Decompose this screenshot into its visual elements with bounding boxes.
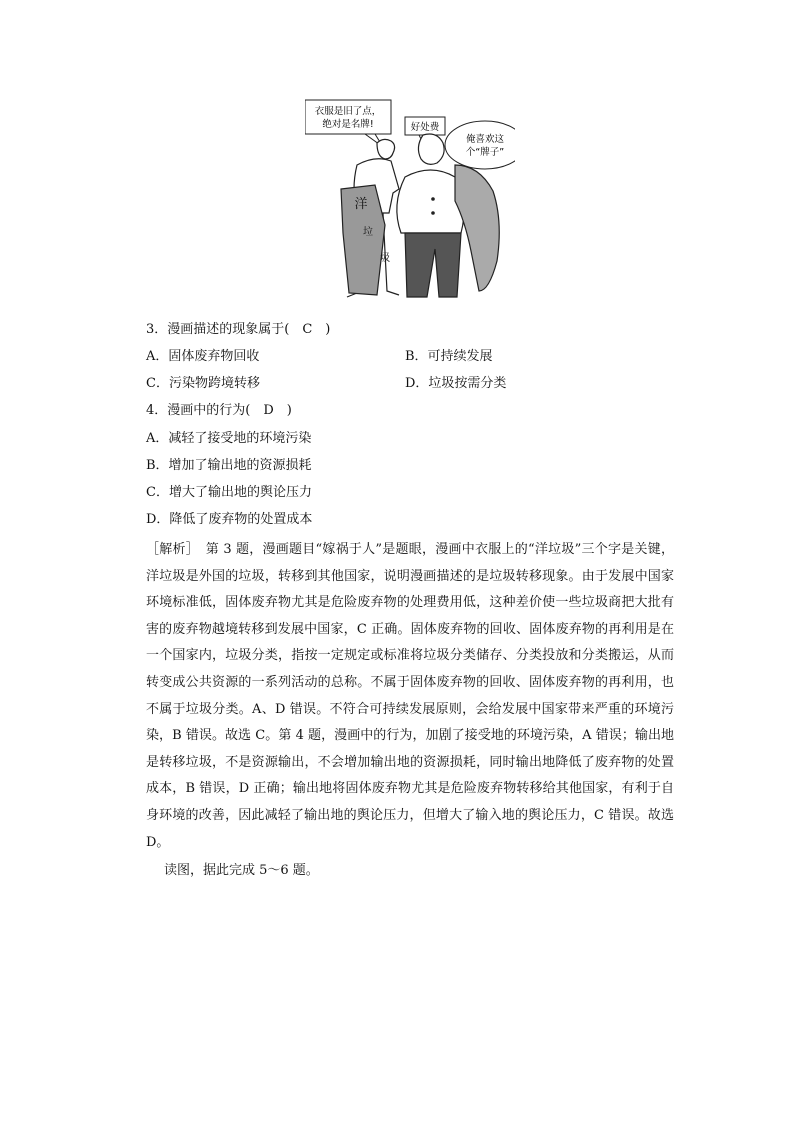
analysis-tag: ［解析］: [146, 542, 193, 557]
question-4-option-a: A．减轻了接受地的环境污染: [146, 431, 312, 446]
bubble-right-line2: 个“牌子”: [465, 147, 505, 158]
question-4-option-c: C．增大了输出地的舆论压力: [146, 485, 312, 500]
bubble-left-line1: 衣服是旧了点，: [314, 106, 382, 117]
question-4-option-b: B．增加了输出地的资源损耗: [146, 458, 312, 473]
question-3-stem: 3．漫画描述的现象属于( C ): [146, 322, 331, 337]
analysis-paragraph: [146, 537, 674, 856]
analysis-text: 第 3 题，漫画题目“嫁祸于人”是题眼，漫画中衣服上的“洋垃圾”三个字是关键，洋垃圾是外国的垃圾，转移到其他国家，说明漫画描述的是垃圾转移现象。由于发展中国家环境标准低，固体废弃物尤其是危险废弃物的处理费用低，这种差价使一些垃圾商把大批有害的废弃物越境转移到发展中国家，C 正确。固体废弃物的回收、固体废弃物的再利用是在一个国家内，垃圾分类，指按一定规定或标准将垃圾分类储存、分类投放和分类搬运，从而转变成公共资源的一系列活动的总称。不属于固体废弃物的回收、固体废弃物的再利用，也不属于垃圾分类。A、D 错误。不符合可持续发展原则，会给发展中国家带来严重的环境污染，B 错误。故选 C。第 4 题，漫画中的行为，加剧了接受地的环境污染，A 错误；输出地是转移垃圾，不是资源输出，不会增加输出地的资源损耗，同时输出地降低了废弃物的处置成本，B 错误，D 正确；输出地将固体废弃物尤其是危险废弃物转移给其他国家，有利于自身环境的改善，因此减轻了输出地的舆论压力，但增大了输入地的舆论压力，C 错误。故选 D。: [146, 542, 674, 850]
question-4-option-d: D．降低了废弃物的处置成本: [146, 512, 313, 527]
question-3-option-a: A．固体废弃物回收: [146, 349, 260, 364]
cartoon-illustration: [305, 95, 515, 305]
question-4-stem: 4．漫画中的行为( D ): [146, 403, 292, 418]
read-prompt: 读图，据此完成 5～6 题。: [164, 863, 319, 878]
speech-bubble-left: [305, 100, 391, 147]
question-3-option-c: C．污染物跨境转移: [146, 376, 260, 391]
garment-char-3: 圾: [380, 253, 390, 264]
bubble-left-line2: 绝对是名牌!: [322, 119, 374, 130]
bubble-right-line1: 俺喜欢这: [465, 134, 505, 145]
question-3-option-d: D．垃圾按需分类: [405, 376, 507, 391]
garment-char-1: 洋: [354, 197, 368, 212]
bubble-mid-text: 好处费: [410, 122, 440, 133]
speech-bubble-right: [445, 121, 515, 169]
question-3-option-b: B．可持续发展: [405, 349, 493, 364]
garment-char-2: 垃: [363, 227, 373, 238]
